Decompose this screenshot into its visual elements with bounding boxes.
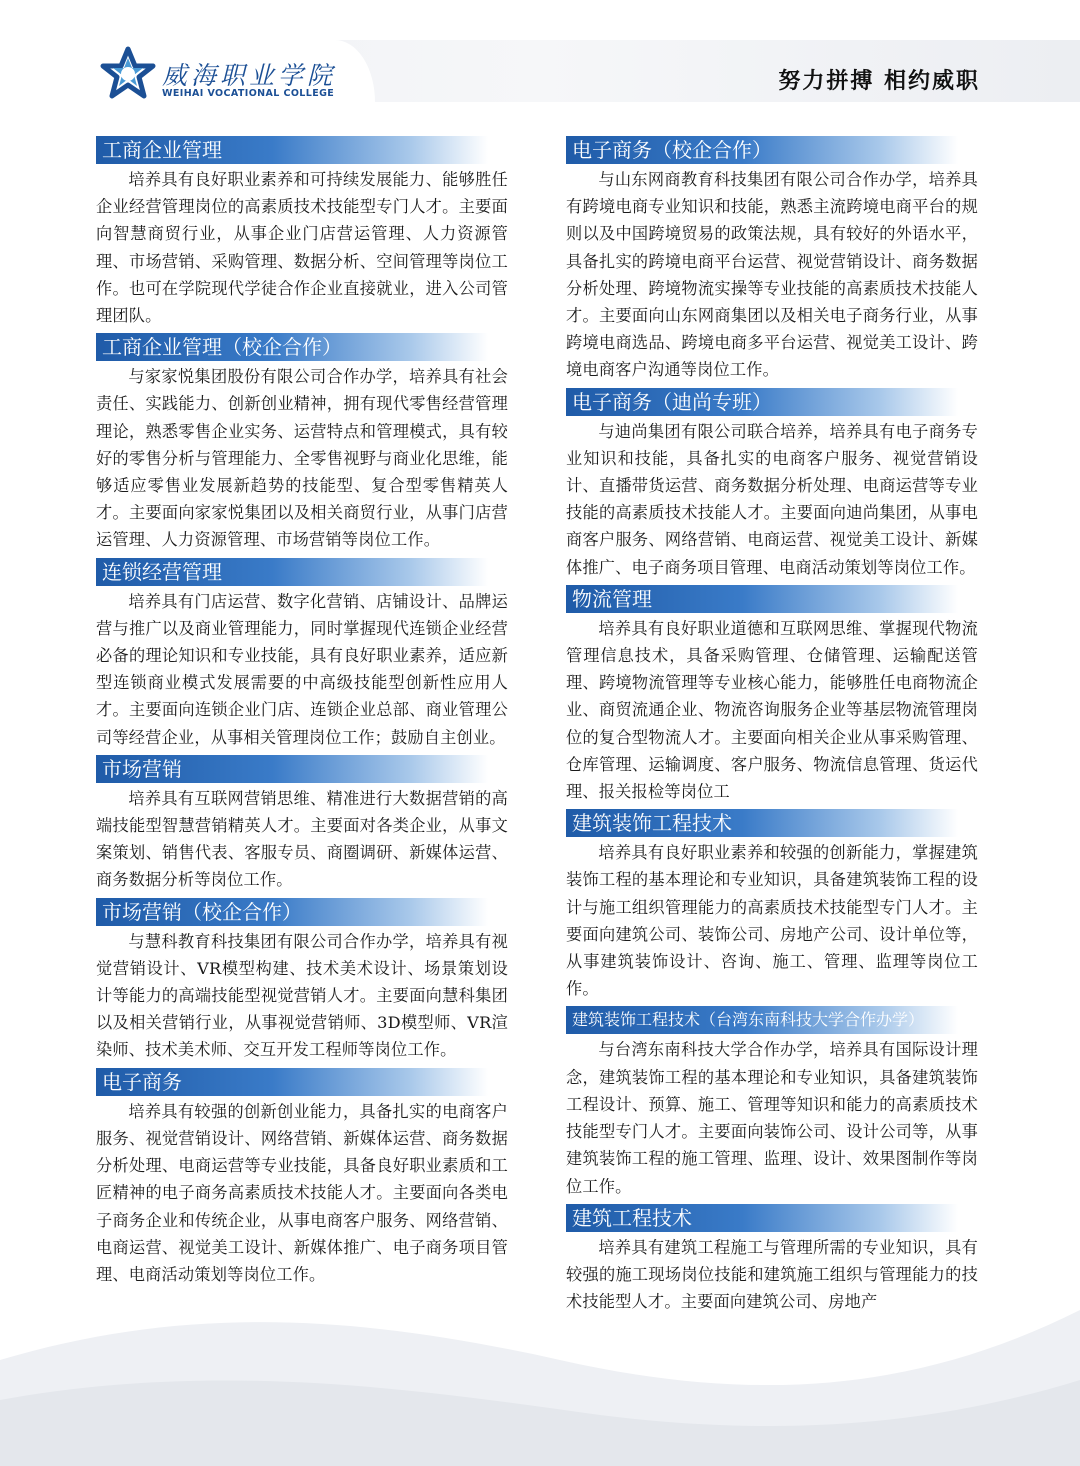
section-title: 电子商务（迪尚专班） [566, 388, 958, 416]
section-text: 与迪尚集团有限公司联合培养，培养具有电子商务专业知识和技能，具备扎实的电商客户服务、视觉营销设计、直播带货运营、商务数据分析处理、电商运营等专业技能的高素质技术技能人才。主要面向迪尚集团，从事电商客户服务、网络营销、电商运营、视觉美工设计、新媒体推广、电子商务项目管理、电商活动策划等岗位工作。 [566, 421, 978, 577]
section-title: 工商企业管理 [96, 136, 488, 164]
left-column [96, 136, 516, 1292]
section-text: 与山东网商教育科技集团有限公司合作办学，培养具有跨境电商专业知识和技能，熟悉主流跨境电商平台的规则以及中国跨境贸易的政策法规，具有较好的外语水平，具备扎实的跨境电商平台运营、视觉营销设计、商务数据分析处理、跨境物流实操等专业技能的高素质技术技能人才。主要面向山东网商集团以及相关电子商务行业，从事跨境电商选品、跨境电商多平台运营、视觉美工设计、跨境电商客户沟通等岗位工作。 [566, 170, 978, 380]
section-text: 培养具有良好职业素养和较强的创新能力，掌握建筑装饰工程的基本理论和专业知识，具备建筑装饰工程的设计与施工组织管理能力的高素质技术技能型专门人才。主要面向建筑公司、装饰公司、房地产公司、设计单位等，从事建筑装饰设计、咨询、施工、管理、监理等岗位工作。 [566, 843, 978, 999]
section-title: 市场营销 [96, 755, 488, 783]
major-section [96, 558, 516, 755]
section-text: 培养具有良好职业素养和可持续发展能力、能够胜任企业经营管理岗位的高素质技术技能型专门人才。主要面向智慧商贸行业，从事企业门店营运管理、人力资源管理、市场营销、采购管理、数据分析、空间管理等岗位工作。也可在学院现代学徒合作企业直接就业，进入公司管理团队。 [96, 170, 508, 326]
major-section [96, 333, 516, 557]
section-title: 工商企业管理（校企合作） [96, 333, 488, 361]
section-title: 建筑装饰工程技术（台湾东南科技大学合作办学） [566, 1006, 958, 1034]
major-section [566, 1006, 986, 1203]
major-section [566, 585, 986, 809]
major-section [566, 136, 986, 388]
section-text: 与台湾东南科技大学合作办学，培养具有国际设计理念，建筑装饰工程的基本理论和专业知识，具备建筑装饰工程设计、预算、施工、管理等知识和能力的高素质技术技能型专门人才。主要面向装饰公司、设计公司等，从事建筑装饰工程的施工管理、监理、设计、效果图制作等岗位工作。 [566, 1040, 978, 1196]
major-section [96, 136, 516, 333]
major-section [566, 388, 986, 585]
section-title: 连锁经营管理 [96, 558, 488, 586]
section-text: 培养具有门店运营、数字化营销、店铺设计、品牌运营与推广以及商业管理能力，同时掌握现代连锁企业经营必备的理论知识和专业技能，具有良好职业素养，适应新型连锁商业模式发展需要的中高级技能型创新性应用人才。主要面向连锁企业门店、连锁企业总部、商业管理公司等经营企业，从事相关管理岗位工作；鼓励自主创业。 [96, 591, 508, 747]
section-title: 建筑装饰工程技术 [566, 809, 958, 837]
section-text: 培养具有建筑工程施工与管理所需的专业知识，具有较强的施工现场岗位技能和建筑施工组织与管理能力的技术技能型人才。主要面向建筑公司、房地产 [566, 1237, 978, 1312]
major-section [96, 755, 516, 898]
major-section [566, 1204, 986, 1320]
section-title: 电子商务（校企合作） [566, 136, 958, 164]
slogan: 努力拼搏 相约威职 [778, 69, 980, 94]
section-title: 市场营销（校企合作） [96, 898, 488, 926]
section-title: 建筑工程技术 [566, 1204, 958, 1232]
section-text: 与家家悦集团股份有限公司合作办学，培养具有社会责任、实践能力、创新创业精神，拥有现代零售经营管理理论，熟悉零售企业实务、运营特点和管理模式，具有较好的零售分析与管理能力、全零售视野与商业化思维，能够适应零售业发展新趋势的技能型、复合型零售精英人才。主要面向家家悦集团以及相关商贸行业，从事门店营运管理、人力资源管理、市场营销等岗位工作。 [96, 367, 508, 550]
section-text: 培养具有互联网营销思维、精准进行大数据营销的高端技能型智慧营销精英人才。主要面对各类企业，从事文案策划、销售代表、客服专员、商圈调研、新媒体运营、商务数据分析等岗位工作。 [96, 788, 508, 890]
section-text: 培养具有较强的创新创业能力，具备扎实的电商客户服务、视觉营销设计、网络营销、新媒体运营、商务数据分析处理、电商运营等专业技能，具备良好职业素质和工匠精神的电子商务高素质技术技能人才。主要面向各类电子商务企业和传统企业，从事电商客户服务、网络营销、电商运营、视觉美工设计、新媒体推广、电子商务项目管理、电商活动策划等岗位工作。 [96, 1101, 508, 1284]
right-column [566, 136, 986, 1319]
college-name-en: WEIHAI VOCATIONAL COLLEGE [162, 88, 335, 99]
major-section [96, 1068, 516, 1292]
section-title: 电子商务 [96, 1068, 488, 1096]
major-section [96, 898, 516, 1068]
major-section [566, 809, 986, 1006]
section-text: 与慧科教育科技集团有限公司合作办学，培养具有视觉营销设计、VR模型构建、技术美术设计、场景策划设计等能力的高端技能型视觉营销人才。主要面向慧科集团以及相关营销行业，从事视觉营销师、3D模型师、VR渲染师、技术美术师、交互开发工程师等岗位工作。 [96, 931, 508, 1060]
section-title: 物流管理 [566, 585, 958, 613]
section-text: 培养具有良好职业道德和互联网思维、掌握现代物流管理信息技术，具备采购管理、仓储管理、运输配送管理、跨境物流管理等专业核心能力，能够胜任电商物流企业、商贸流通企业、物流咨询服务企业等基层物流管理岗位的复合型物流人才。主要面向相关企业从事采购管理、仓库管理、运输调度、客户服务、物流信息管理、货运代理、报关报检等岗位工 [566, 618, 978, 802]
college-name-cn: 威海职业学院 [162, 61, 337, 90]
college-logo-icon [100, 46, 156, 102]
